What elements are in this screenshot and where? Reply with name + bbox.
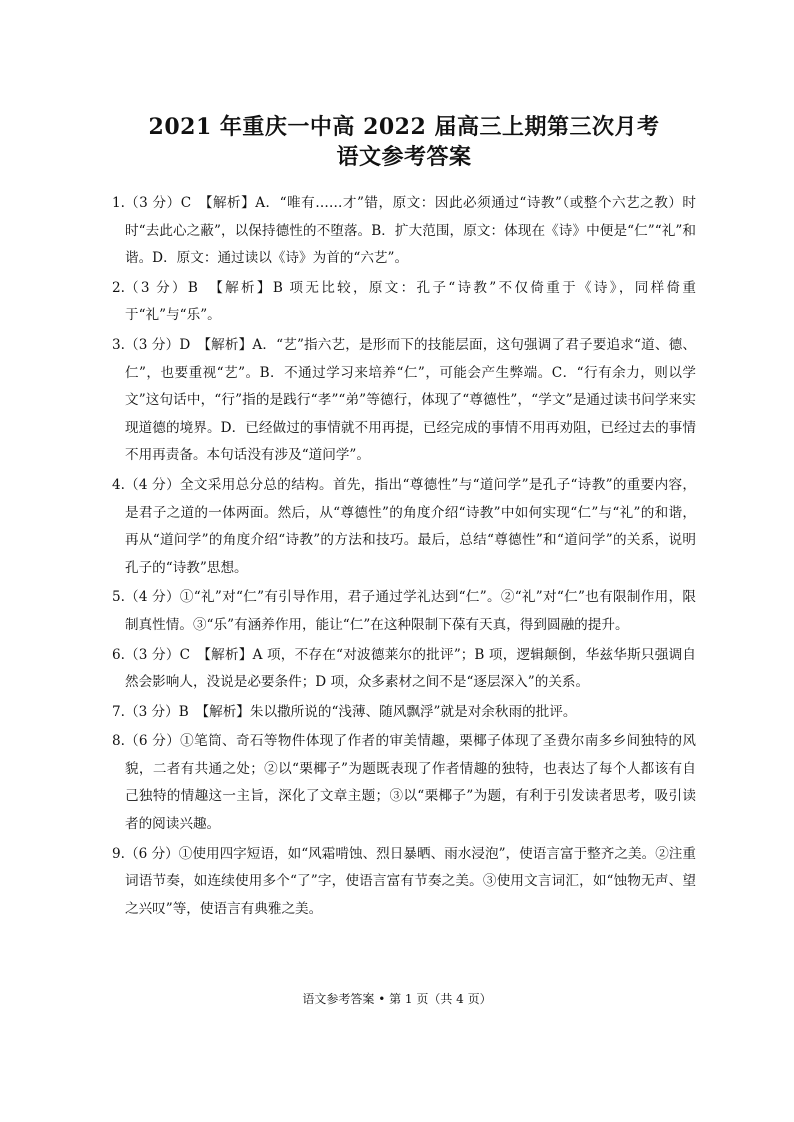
document-title: 2021 年重庆一中高 2022 届高三上期第三次月考 [148,114,660,140]
answer-text: （3 分）D 【解析】A．“艺”指六艺，是形而下的技能层面，这句强调了君子要追求“道、德、仁”，也要重视“艺”。B．不通过学习来培养“仁”，可能会产生弊端。C．“行有余力，则以学文”这句话中，“行”指的是践行“孝”“弟”等德行，体现了“尊德性”，“学文”是通过读书问学来实现道德的境界。D．已经做过的事情就不用再提，已经完成的事情不用再劝阻，已经过去的事情不用再责备。本句话没有涉及“道问学”。 [124,336,696,464]
page-footer: 语文参考答案 • 第 1 页（共 4 页） [302,992,492,1006]
answer-text: （3 分）B 【解析】朱以撒所说的“浅薄、随风飘浮”就是对余秋雨的批评。 [124,703,577,720]
answer-item-7 [112,699,696,727]
answer-item-6 [112,642,696,697]
answer-number: 9. [112,845,125,862]
answer-text: （3 分）B 【解析】B 项无比较，原文：孔子“诗教”不仅倚重于《诗》，同样倚重于“礼”与“乐”。 [124,279,696,324]
answer-number: 3. [112,336,125,353]
answer-item-2 [112,275,696,330]
answer-item-8 [112,728,696,838]
answer-number: 2. [112,279,125,296]
answer-item-9 [112,841,696,924]
document-subtitle: 语文参考答案 [336,144,472,170]
answer-number: 1. [112,195,125,211]
answer-text: （4 分）全文采用总分总的结构。首先，指出“尊德性”与“道问学”是孔子“诗教”的重要内容，是君子之道的一体两面。然后，从“尊德性”的角度介绍“诗教”中如何实现“仁”与“礼”的和谐，再从“道问学”的角度介绍“诗教”的方法和技巧。最后，总结“尊德性”和“道问学”的关系，说明孔子的“诗教”思想。 [124,476,696,576]
answer-number: 4. [112,476,125,493]
answer-number: 7. [112,703,125,720]
answer-text: （4 分）①“礼”对“仁”有引导作用，君子通过学礼达到“仁”。②“礼”对“仁”也有限制作用，限制真性情。③“乐”有涵养作用，能让“仁”在这种限制下葆有天真，得到圆融的提升。 [124,589,696,633]
answer-text: （6 分）①使用四字短语，如“风霜啃蚀、烈日暴晒、雨水浸泡”，使语言富于整齐之美。②注重词语节奏，如连续使用多个“了”字，使语言富有节奏之美。③使用文言词汇，如“蚀物无声、望之兴叹”等，使语言有典雅之美。 [124,845,696,917]
answer-list [112,190,696,923]
answer-number: 5. [112,589,125,606]
answer-number: 8. [112,733,125,750]
answer-text: （3 分）C 【解析】A 项，不存在“对波德莱尔的批评”；B 项，逻辑颠倒，华兹华斯只强调自然会影响人，没说是必要条件；D 项，众多素材之间不是“逐层深入”的关系。 [124,646,696,691]
answer-item-4 [112,472,696,582]
answer-item-5 [112,584,696,639]
answer-number: 6. [112,646,125,663]
answer-text: （3 分）C 【解析】A．“唯有……才”错，原文：因此必须通过“诗教”（或整个六艺之教）时时“去此心之蔽”，以保持德性的不堕落。B．扩大范围，原文：体现在《诗》中便是“仁”“礼”和谐。D．原文：通过读以《诗》为首的“六艺”。 [124,195,696,267]
answer-item-3 [112,332,696,470]
answer-item-1 [112,190,696,273]
answer-text: （6 分）①笔筒、奇石等物件体现了作者的审美情趣，栗椰子体现了圣费尔南多乡间独特的风貌，二者有共通之处；②以“栗椰子”为题既表现了作者情趣的独特，也表达了每个人都该有自己独特的情趣这一主旨，深化了文章主题；③以“栗椰子”为题，有利于引发读者思考，吸引读者的阅读兴趣。 [124,733,696,833]
